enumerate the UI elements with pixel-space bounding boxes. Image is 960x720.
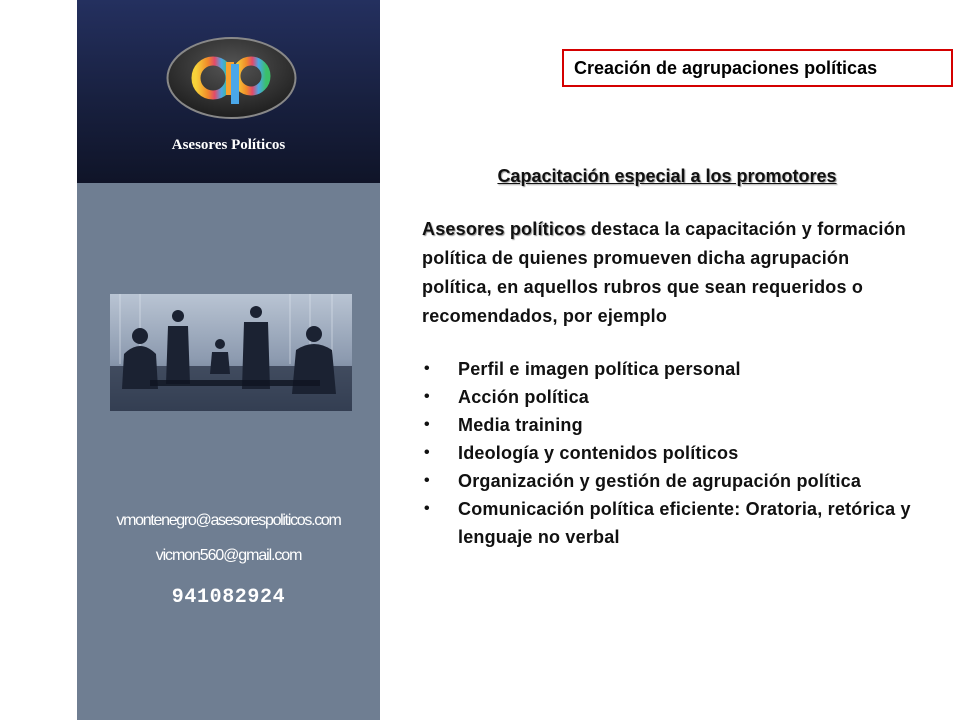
email-primary[interactable]: vmontenegro@asesorespoliticos.com <box>116 512 341 529</box>
bullet-icon: • <box>424 444 430 461</box>
main-content <box>422 166 912 551</box>
page-title: Creación de agrupaciones políticas <box>574 57 878 78</box>
list-item <box>422 411 912 439</box>
sidebar-body-panel <box>77 183 380 720</box>
section-heading: Capacitación especial a los promotores <box>497 166 837 186</box>
bullet-icon: • <box>424 360 430 377</box>
list-item-text: Organización y gestión de agrupación política <box>458 471 862 491</box>
business-meeting-photo <box>110 294 352 411</box>
email-secondary[interactable]: vicmon560@gmail.com <box>155 547 302 564</box>
brand-name: Asesores Políticos <box>171 137 286 153</box>
bullet-icon: • <box>424 416 430 433</box>
description-paragraph <box>422 215 912 331</box>
phone-number: 941082924 <box>171 586 286 609</box>
list-item <box>422 355 912 383</box>
list-item-text: Acción política <box>458 387 590 407</box>
list-item <box>422 467 912 495</box>
bullet-icon: • <box>424 388 430 405</box>
list-item <box>422 439 912 467</box>
page-title-box <box>562 49 953 87</box>
paragraph-text: destaca la capacitación y formación política de quienes promueven dicha agrupación política, en aquellos rubros que sean requeridos o recomendados, por ejemplo <box>422 219 906 326</box>
list-item-text: Ideología y contenidos políticos <box>458 443 739 463</box>
list-item-text: Media training <box>458 415 583 435</box>
topics-list <box>422 355 912 551</box>
bullet-icon: • <box>424 500 430 517</box>
list-item-text: Perfil e imagen política personal <box>458 359 741 379</box>
list-item-text: Comunicación política eficiente: Oratoria, retórica y lenguaje no verbal <box>458 499 911 547</box>
lead-term: Asesores políticos <box>422 219 586 239</box>
company-logo <box>165 36 298 120</box>
list-item <box>422 495 912 551</box>
bullet-icon: • <box>424 472 430 489</box>
list-item <box>422 383 912 411</box>
